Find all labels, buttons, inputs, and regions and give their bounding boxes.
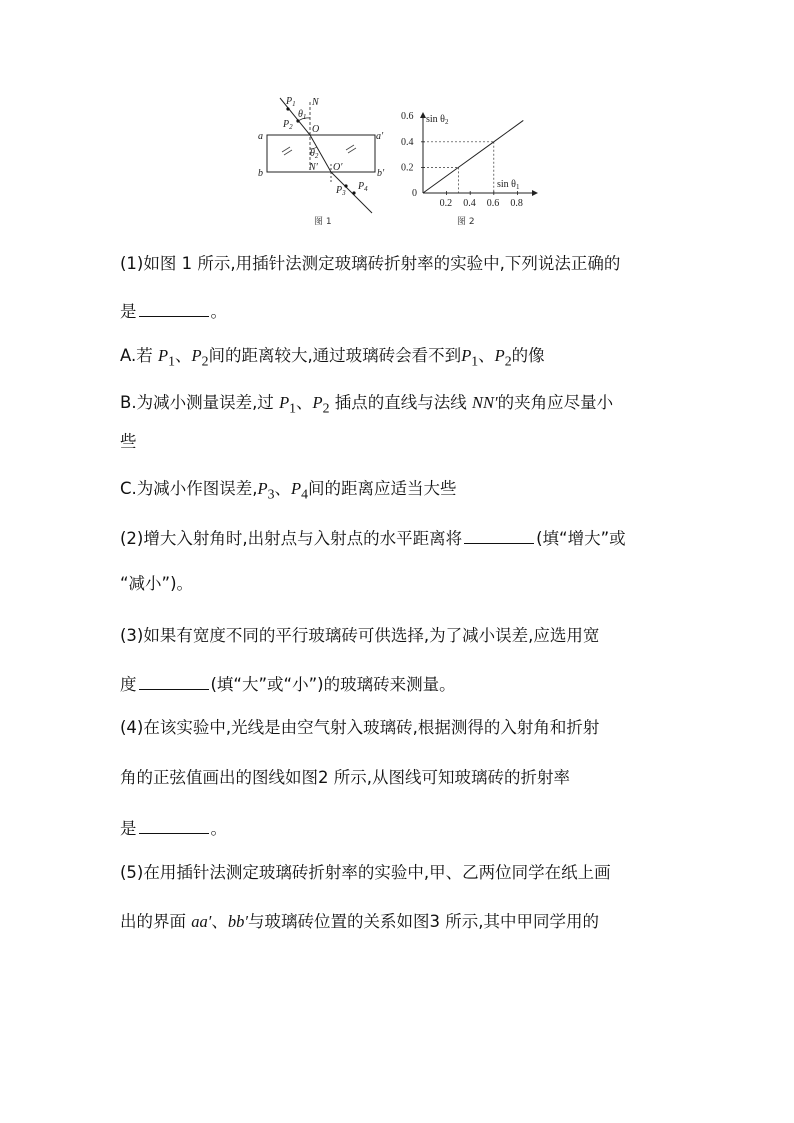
opt-a-sep2: 、	[478, 346, 495, 365]
q3-line2-post: (填“大”或“小”)的玻璃砖来测量。	[210, 675, 456, 694]
pin-p4	[352, 191, 355, 194]
q2-line1-post: (填“增大”或	[536, 529, 626, 548]
label-theta1: $\theta_1$	[298, 109, 307, 121]
q1-line2-text: 是	[120, 302, 137, 321]
opt-b-sep: 、	[296, 393, 313, 412]
x-tick-label-0: 0.2	[439, 198, 453, 209]
pin-p3	[344, 184, 347, 187]
opt-b-p1-sub: 1	[289, 400, 297, 416]
opt-c-prefix: C.为减小作图误差,	[120, 479, 258, 498]
q2-line2: “减小”)。	[120, 574, 194, 593]
x-axis-label: $\sin \theta_1$	[497, 179, 520, 191]
answer-blank-q4[interactable]	[139, 815, 209, 834]
answer-blank-q1[interactable]	[139, 298, 209, 317]
q5-line2	[120, 911, 599, 933]
opt-a-p2b: P	[494, 346, 505, 365]
q1-line1: (1)如图 1 所示,用插针法测定玻璃砖折射率的实验中,下列说法正确的	[120, 254, 621, 273]
opt-a-p2b-sub: 2	[504, 353, 512, 369]
figure-2-chart	[401, 111, 538, 227]
q4-line2: 角的正弦值画出的图线如图2 所示,从图线可知玻璃砖的折射率	[120, 768, 570, 787]
opt-b-p2-sub: 2	[322, 400, 330, 416]
pin-p1	[286, 107, 289, 110]
q3-line2-pre: 度	[120, 675, 137, 694]
label-theta2: $\theta_2$	[310, 148, 319, 160]
figure-1-refraction-diagram	[250, 92, 540, 232]
q5-boundary-aa: aa′	[191, 912, 212, 931]
answer-blank-q2[interactable]	[464, 525, 534, 544]
label-p3: $P_3$	[336, 185, 346, 197]
x-tick-label-2: 0.6	[486, 198, 500, 209]
q1-option-a	[120, 345, 545, 372]
label-n-prime: N′	[309, 162, 318, 173]
opt-a-end: 的像	[511, 346, 545, 365]
q5-line1: (5)在用插针法测定玻璃砖折射率的实验中,甲、乙两位同学在纸上画	[120, 863, 611, 882]
y-tick-label-0: 0.2	[401, 162, 414, 174]
opt-c-p4-sub: 4	[301, 486, 308, 502]
q2-line1	[120, 525, 626, 550]
q4-line3-pre: 是	[120, 819, 137, 838]
x-tick-label-1: 0.4	[463, 198, 476, 209]
answer-blank-q3[interactable]	[139, 671, 209, 690]
origin-label: 0	[412, 188, 417, 199]
opt-a-p2-sub: 2	[201, 353, 209, 369]
label-b-prime: b′	[377, 168, 385, 179]
opt-a-p1-sub: 1	[168, 353, 175, 369]
caption-figure-1: 图 1	[314, 217, 332, 227]
y-axis-label: $\sin \theta_2$	[426, 114, 449, 126]
opt-a-mid: 间的距离较大,通过玻璃砖会看不到	[208, 346, 462, 365]
opt-b-end: 的夹角应尽量小	[497, 393, 614, 412]
opt-a-sep: 、	[174, 346, 192, 365]
label-o-prime: O′	[333, 162, 343, 173]
opt-b-p2: P	[312, 393, 323, 412]
opt-b-normal: NN′	[472, 393, 498, 412]
label-o: O	[312, 124, 320, 135]
q4-line1: (4)在该实验中,光线是由空气射入玻璃砖,根据测得的入射角和折射	[120, 718, 600, 737]
opt-c-end: 间的距离应适当大些	[307, 479, 457, 498]
opt-c-p3: P	[257, 479, 268, 498]
opt-b-p1: P	[279, 393, 290, 412]
q5-boundary-bb: bb′	[227, 912, 248, 931]
q1-option-c	[120, 478, 456, 505]
q1-option-b	[120, 392, 613, 419]
q5-line2-sep: 、	[211, 912, 228, 931]
opt-b-mid: 插点的直线与法线	[329, 393, 472, 412]
y-tick-label-1: 0.4	[401, 136, 414, 148]
opt-b-prefix: B.为减小测量误差,过	[120, 393, 280, 412]
label-p4: $P_4$	[358, 181, 368, 193]
q3-line1: (3)如果有宽度不同的平行玻璃砖可供选择,为了减小误差,应选用宽	[120, 626, 600, 645]
label-p1: $P_1$	[286, 96, 296, 108]
label-p2: $P_2$	[283, 119, 293, 131]
y-tick-label-2: 0.6	[401, 111, 414, 123]
opt-c-p4: P	[290, 479, 302, 498]
opt-a-prefix: A.若	[120, 346, 158, 365]
opt-a-p2: P	[191, 346, 202, 365]
label-a-prime: a′	[376, 131, 384, 142]
q2-line1-pre: (2)增大入射角时,出射点与入射点的水平距离将	[120, 529, 463, 548]
q1-line2	[120, 298, 227, 323]
q1-line2-end: 。	[210, 302, 227, 321]
label-b: b	[258, 168, 263, 179]
q1-option-b-line2: 些	[120, 432, 137, 451]
opt-a-p1b: P	[461, 346, 472, 365]
x-tick-label-3: 0.8	[510, 198, 523, 209]
label-a: a	[258, 131, 263, 142]
opt-a-p1b-sub: 1	[471, 353, 479, 369]
opt-a-p1: P	[158, 346, 169, 365]
q5-line2-pre: 出的界面	[120, 912, 192, 931]
figures-area	[250, 92, 540, 232]
q3-line2	[120, 671, 456, 696]
q5-line2-post: 与玻璃砖位置的关系如图3 所示,其中甲同学用的	[247, 912, 599, 931]
opt-c-p3-sub: 3	[267, 486, 275, 502]
opt-c-sep: 、	[274, 479, 291, 498]
label-n: N	[312, 97, 319, 108]
q4-line3-post: 。	[210, 819, 227, 838]
x-axis-arrow	[532, 190, 538, 196]
caption-figure-2: 图 2	[457, 217, 475, 227]
q4-line3	[120, 815, 227, 840]
